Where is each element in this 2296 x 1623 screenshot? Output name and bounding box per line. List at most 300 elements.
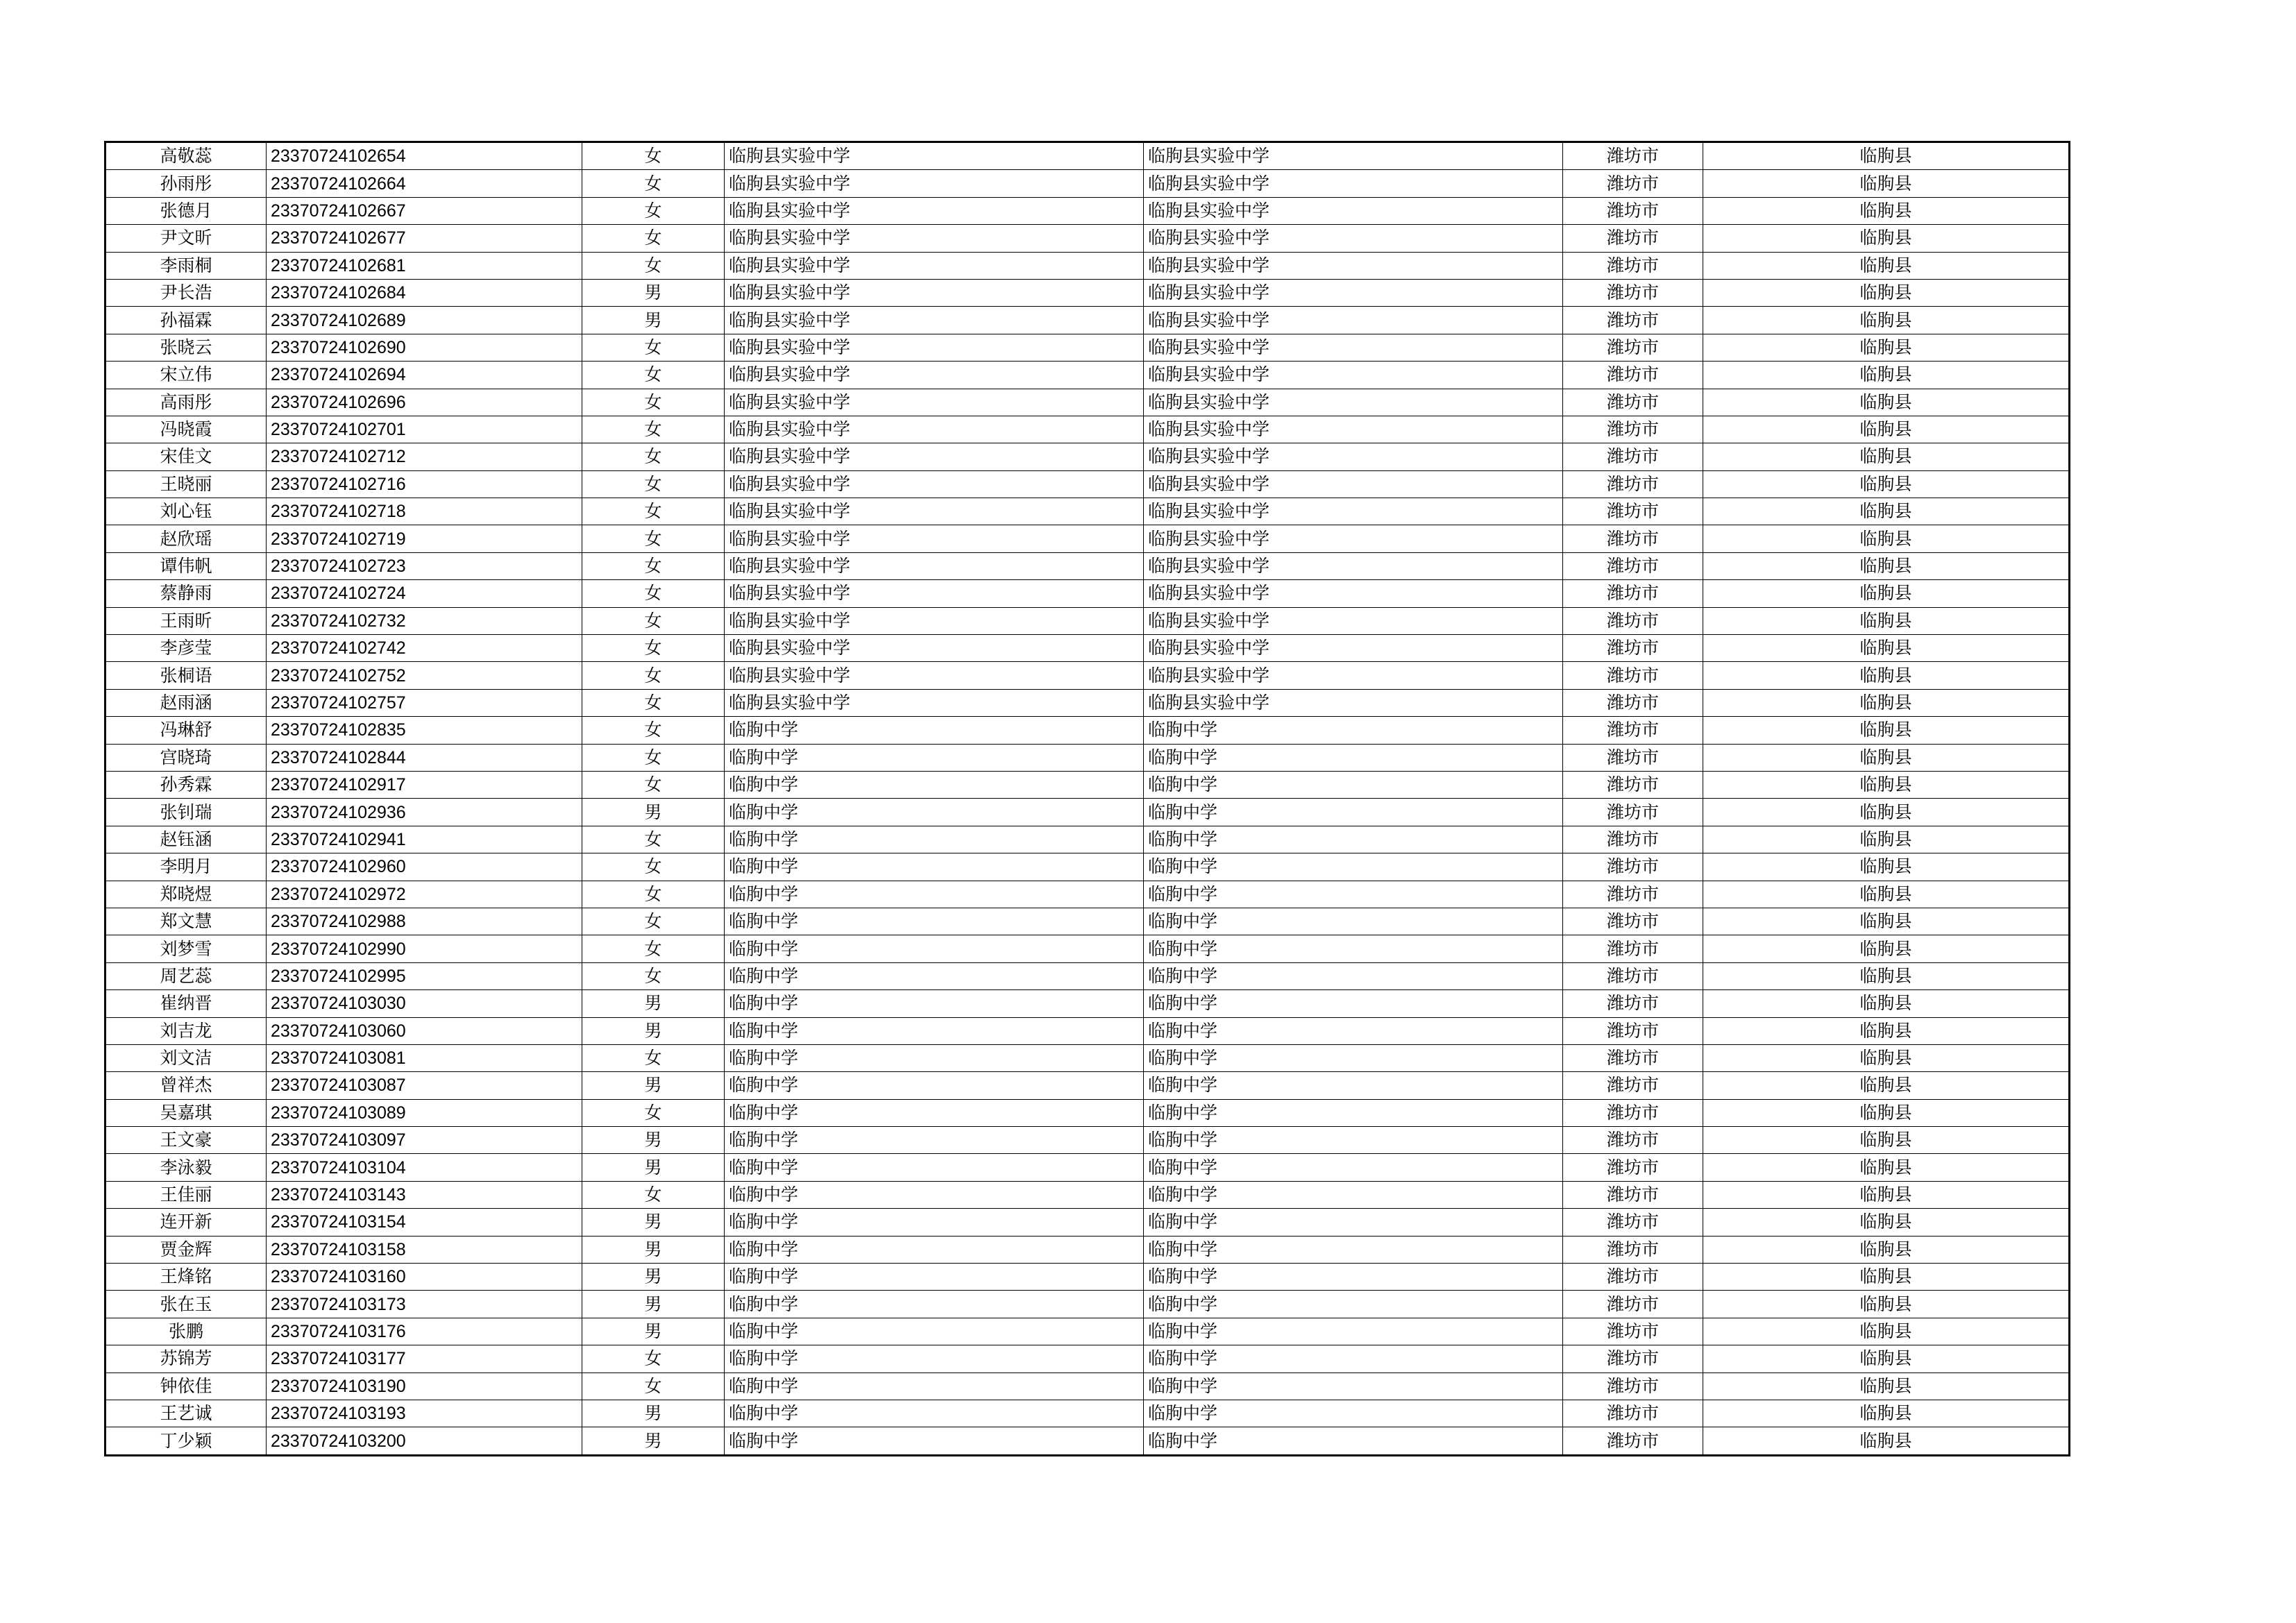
exam-number-cell: 23370724103143 [267,1181,582,1208]
gender-cell: 女 [582,826,725,853]
exam-number-cell: 23370724103097 [267,1127,582,1154]
student-name-cell: 刘文洁 [105,1044,267,1071]
graduating-school-cell: 临朐中学 [1144,1427,1563,1455]
school-name-cell: 临朐中学 [725,935,1144,962]
county-cell: 临朐县 [1703,662,2070,689]
graduating-school-cell: 临朐中学 [1144,1264,1563,1291]
table-row [105,1373,2070,1400]
graduating-school-cell: 临朐中学 [1144,1099,1563,1126]
school-name-cell: 临朐中学 [725,1400,1144,1427]
table-row [105,334,2070,361]
city-cell: 潍坊市 [1563,580,1703,607]
county-cell: 临朐县 [1703,552,2070,579]
student-name-cell: 曾祥杰 [105,1072,267,1099]
student-name-cell: 贾金辉 [105,1236,267,1263]
student-name-cell: 王佳丽 [105,1181,267,1208]
exam-number-cell: 23370724102664 [267,170,582,197]
county-cell: 临朐县 [1703,1017,2070,1044]
graduating-school-cell: 临朐县实验中学 [1144,279,1563,306]
table-row [105,279,2070,306]
city-cell: 潍坊市 [1563,826,1703,853]
exam-number-cell: 23370724103104 [267,1154,582,1181]
county-cell: 临朐县 [1703,279,2070,306]
table-row [105,1427,2070,1455]
school-name-cell: 临朐中学 [725,1318,1144,1345]
exam-number-cell: 23370724103081 [267,1044,582,1071]
table-row [105,362,2070,389]
table-row [105,552,2070,579]
student-roster-table [104,141,2070,1456]
graduating-school-cell: 临朐中学 [1144,881,1563,908]
student-name-cell: 尹文昕 [105,225,267,252]
graduating-school-cell: 临朐中学 [1144,1318,1563,1345]
exam-number-cell: 23370724102936 [267,799,582,826]
city-cell: 潍坊市 [1563,771,1703,798]
table-row [105,1044,2070,1071]
gender-cell: 女 [582,1345,725,1373]
county-cell: 临朐县 [1703,252,2070,279]
city-cell: 潍坊市 [1563,908,1703,935]
graduating-school-cell: 临朐县实验中学 [1144,334,1563,361]
student-name-cell: 李泳毅 [105,1154,267,1181]
city-cell: 潍坊市 [1563,307,1703,334]
table-row [105,853,2070,881]
school-name-cell: 临朐县实验中学 [725,689,1144,716]
city-cell: 潍坊市 [1563,142,1703,170]
county-cell: 临朐县 [1703,962,2070,989]
gender-cell: 女 [582,362,725,389]
county-cell: 临朐县 [1703,1044,2070,1071]
gender-cell: 男 [582,1209,725,1236]
graduating-school-cell: 临朐中学 [1144,1072,1563,1099]
table-row [105,580,2070,607]
school-name-cell: 临朐中学 [725,744,1144,771]
exam-number-cell: 23370724102716 [267,470,582,498]
graduating-school-cell: 临朐县实验中学 [1144,170,1563,197]
exam-number-cell: 23370724102990 [267,935,582,962]
student-name-cell: 王文豪 [105,1127,267,1154]
student-name-cell: 张钊瑞 [105,799,267,826]
county-cell: 临朐县 [1703,1345,2070,1373]
gender-cell: 男 [582,1017,725,1044]
table-row [105,662,2070,689]
student-name-cell: 赵钰涵 [105,826,267,853]
table-row [105,935,2070,962]
graduating-school-cell: 临朐中学 [1144,744,1563,771]
graduating-school-cell: 临朐中学 [1144,962,1563,989]
school-name-cell: 临朐县实验中学 [725,307,1144,334]
graduating-school-cell: 临朐中学 [1144,908,1563,935]
exam-number-cell: 23370724102757 [267,689,582,716]
student-name-cell: 钟依佳 [105,1373,267,1400]
student-name-cell: 崔纳晋 [105,990,267,1017]
gender-cell: 男 [582,279,725,306]
table-row [105,1264,2070,1291]
student-name-cell: 刘吉龙 [105,1017,267,1044]
student-name-cell: 李雨桐 [105,252,267,279]
school-name-cell: 临朐中学 [725,908,1144,935]
school-name-cell: 临朐县实验中学 [725,470,1144,498]
table-row [105,635,2070,662]
student-name-cell: 刘心钰 [105,498,267,525]
graduating-school-cell: 临朐县实验中学 [1144,443,1563,470]
city-cell: 潍坊市 [1563,962,1703,989]
county-cell: 临朐县 [1703,1427,2070,1455]
county-cell: 临朐县 [1703,635,2070,662]
county-cell: 临朐县 [1703,1291,2070,1318]
county-cell: 临朐县 [1703,1264,2070,1291]
graduating-school-cell: 临朐县实验中学 [1144,662,1563,689]
city-cell: 潍坊市 [1563,1264,1703,1291]
gender-cell: 女 [582,142,725,170]
county-cell: 临朐县 [1703,799,2070,826]
school-name-cell: 临朐中学 [725,1236,1144,1263]
table-row [105,799,2070,826]
county-cell: 临朐县 [1703,1318,2070,1345]
student-name-cell: 丁少颖 [105,1427,267,1455]
student-name-cell: 冯琳舒 [105,717,267,744]
graduating-school-cell: 临朐县实验中学 [1144,252,1563,279]
student-name-cell: 张晓云 [105,334,267,361]
gender-cell: 男 [582,1427,725,1455]
city-cell: 潍坊市 [1563,470,1703,498]
student-name-cell: 宫晓琦 [105,744,267,771]
exam-number-cell: 23370724103060 [267,1017,582,1044]
school-name-cell: 临朐中学 [725,1099,1144,1126]
gender-cell: 女 [582,662,725,689]
school-name-cell: 临朐县实验中学 [725,362,1144,389]
school-name-cell: 临朐中学 [725,1345,1144,1373]
gender-cell: 女 [582,552,725,579]
table-row [105,1291,2070,1318]
city-cell: 潍坊市 [1563,389,1703,416]
graduating-school-cell: 临朐县实验中学 [1144,525,1563,552]
table-row [105,1400,2070,1427]
city-cell: 潍坊市 [1563,1181,1703,1208]
school-name-cell: 临朐中学 [725,1044,1144,1071]
table-row [105,881,2070,908]
table-row [105,470,2070,498]
county-cell: 临朐县 [1703,142,2070,170]
school-name-cell: 临朐中学 [725,826,1144,853]
county-cell: 临朐县 [1703,170,2070,197]
school-name-cell: 临朐县实验中学 [725,225,1144,252]
gender-cell: 女 [582,689,725,716]
student-name-cell: 王艺诚 [105,1400,267,1427]
county-cell: 临朐县 [1703,470,2070,498]
table-row [105,908,2070,935]
graduating-school-cell: 临朐县实验中学 [1144,580,1563,607]
student-name-cell: 周艺蕊 [105,962,267,989]
county-cell: 临朐县 [1703,334,2070,361]
county-cell: 临朐县 [1703,525,2070,552]
graduating-school-cell: 临朐中学 [1144,1017,1563,1044]
exam-number-cell: 23370724102988 [267,908,582,935]
school-name-cell: 临朐中学 [725,881,1144,908]
exam-number-cell: 23370724103154 [267,1209,582,1236]
school-name-cell: 临朐中学 [725,1181,1144,1208]
exam-number-cell: 23370724103160 [267,1264,582,1291]
exam-number-cell: 23370724103200 [267,1427,582,1455]
school-name-cell: 临朐县实验中学 [725,279,1144,306]
gender-cell: 男 [582,990,725,1017]
exam-number-cell: 23370724102835 [267,717,582,744]
exam-number-cell: 23370724102732 [267,607,582,634]
gender-cell: 女 [582,635,725,662]
gender-cell: 女 [582,197,725,224]
table-row [105,1017,2070,1044]
exam-number-cell: 23370724103190 [267,1373,582,1400]
table-row [105,142,2070,170]
graduating-school-cell: 临朐县实验中学 [1144,498,1563,525]
gender-cell: 男 [582,799,725,826]
county-cell: 临朐县 [1703,744,2070,771]
city-cell: 潍坊市 [1563,443,1703,470]
graduating-school-cell: 临朐县实验中学 [1144,689,1563,716]
county-cell: 临朐县 [1703,908,2070,935]
city-cell: 潍坊市 [1563,1099,1703,1126]
student-name-cell: 王雨昕 [105,607,267,634]
gender-cell: 女 [582,416,725,443]
table-row [105,1236,2070,1263]
city-cell: 潍坊市 [1563,525,1703,552]
student-name-cell: 张德月 [105,197,267,224]
gender-cell: 男 [582,1400,725,1427]
table-row [105,170,2070,197]
graduating-school-cell: 临朐中学 [1144,1291,1563,1318]
graduating-school-cell: 临朐中学 [1144,826,1563,853]
exam-number-cell: 23370724103087 [267,1072,582,1099]
school-name-cell: 临朐中学 [725,717,1144,744]
student-name-cell: 赵雨涵 [105,689,267,716]
school-name-cell: 临朐中学 [725,1154,1144,1181]
city-cell: 潍坊市 [1563,607,1703,634]
school-name-cell: 临朐县实验中学 [725,170,1144,197]
graduating-school-cell: 临朐中学 [1144,1044,1563,1071]
student-name-cell: 蔡静雨 [105,580,267,607]
table-row [105,252,2070,279]
city-cell: 潍坊市 [1563,225,1703,252]
gender-cell: 女 [582,525,725,552]
city-cell: 潍坊市 [1563,799,1703,826]
roster-body [105,142,2070,1456]
gender-cell: 女 [582,470,725,498]
student-name-cell: 连开新 [105,1209,267,1236]
gender-cell: 女 [582,443,725,470]
gender-cell: 女 [582,962,725,989]
city-cell: 潍坊市 [1563,689,1703,716]
exam-number-cell: 23370724102681 [267,252,582,279]
exam-number-cell: 23370724103030 [267,990,582,1017]
city-cell: 潍坊市 [1563,1017,1703,1044]
gender-cell: 女 [582,1181,725,1208]
gender-cell: 女 [582,853,725,881]
city-cell: 潍坊市 [1563,498,1703,525]
graduating-school-cell: 临朐中学 [1144,1154,1563,1181]
student-name-cell: 刘梦雪 [105,935,267,962]
county-cell: 临朐县 [1703,1127,2070,1154]
county-cell: 临朐县 [1703,1373,2070,1400]
exam-number-cell: 23370724103176 [267,1318,582,1345]
gender-cell: 女 [582,744,725,771]
graduating-school-cell: 临朐县实验中学 [1144,552,1563,579]
exam-number-cell: 23370724102694 [267,362,582,389]
table-row [105,225,2070,252]
student-name-cell: 张在玉 [105,1291,267,1318]
graduating-school-cell: 临朐中学 [1144,1400,1563,1427]
graduating-school-cell: 临朐中学 [1144,771,1563,798]
gender-cell: 女 [582,908,725,935]
table-row [105,689,2070,716]
table-row [105,1318,2070,1345]
school-name-cell: 临朐县实验中学 [725,416,1144,443]
roster-sheet [104,141,2068,1456]
city-cell: 潍坊市 [1563,1209,1703,1236]
gender-cell: 女 [582,389,725,416]
graduating-school-cell: 临朐中学 [1144,935,1563,962]
gender-cell: 男 [582,1264,725,1291]
graduating-school-cell: 临朐中学 [1144,1236,1563,1263]
graduating-school-cell: 临朐中学 [1144,853,1563,881]
table-row [105,1345,2070,1373]
exam-number-cell: 23370724102723 [267,552,582,579]
student-name-cell: 高敬蕊 [105,142,267,170]
student-name-cell: 宋立伟 [105,362,267,389]
city-cell: 潍坊市 [1563,252,1703,279]
table-row [105,197,2070,224]
county-cell: 临朐县 [1703,197,2070,224]
gender-cell: 男 [582,1154,725,1181]
school-name-cell: 临朐县实验中学 [725,197,1144,224]
gender-cell: 女 [582,935,725,962]
graduating-school-cell: 临朐县实验中学 [1144,389,1563,416]
county-cell: 临朐县 [1703,1209,2070,1236]
county-cell: 临朐县 [1703,717,2070,744]
school-name-cell: 临朐县实验中学 [725,252,1144,279]
table-row [105,1099,2070,1126]
student-name-cell: 吴嘉琪 [105,1099,267,1126]
school-name-cell: 临朐中学 [725,771,1144,798]
table-row [105,771,2070,798]
table-row [105,717,2070,744]
gender-cell: 女 [582,771,725,798]
gender-cell: 女 [582,1044,725,1071]
student-name-cell: 赵欣瑶 [105,525,267,552]
county-cell: 临朐县 [1703,1236,2070,1263]
exam-number-cell: 23370724102972 [267,881,582,908]
city-cell: 潍坊市 [1563,1291,1703,1318]
exam-number-cell: 23370724102684 [267,279,582,306]
county-cell: 临朐县 [1703,689,2070,716]
exam-number-cell: 23370724102724 [267,580,582,607]
table-row [105,307,2070,334]
school-name-cell: 临朐县实验中学 [725,635,1144,662]
graduating-school-cell: 临朐县实验中学 [1144,416,1563,443]
student-name-cell: 尹长浩 [105,279,267,306]
school-name-cell: 临朐县实验中学 [725,498,1144,525]
exam-number-cell: 23370724103089 [267,1099,582,1126]
school-name-cell: 临朐中学 [725,1072,1144,1099]
city-cell: 潍坊市 [1563,744,1703,771]
county-cell: 临朐县 [1703,607,2070,634]
school-name-cell: 临朐县实验中学 [725,607,1144,634]
exam-number-cell: 23370724102654 [267,142,582,170]
county-cell: 临朐县 [1703,498,2070,525]
graduating-school-cell: 临朐县实验中学 [1144,225,1563,252]
table-row [105,1154,2070,1181]
graduating-school-cell: 临朐中学 [1144,990,1563,1017]
school-name-cell: 临朐中学 [725,1427,1144,1455]
county-cell: 临朐县 [1703,1099,2070,1126]
table-row [105,990,2070,1017]
school-name-cell: 临朐县实验中学 [725,525,1144,552]
student-name-cell: 高雨彤 [105,389,267,416]
exam-number-cell: 23370724102719 [267,525,582,552]
table-row [105,389,2070,416]
table-row [105,744,2070,771]
graduating-school-cell: 临朐县实验中学 [1144,142,1563,170]
table-row [105,826,2070,853]
county-cell: 临朐县 [1703,935,2070,962]
city-cell: 潍坊市 [1563,1318,1703,1345]
table-row [105,498,2070,525]
city-cell: 潍坊市 [1563,1072,1703,1099]
gender-cell: 女 [582,498,725,525]
table-row [105,1209,2070,1236]
city-cell: 潍坊市 [1563,197,1703,224]
exam-number-cell: 23370724102844 [267,744,582,771]
school-name-cell: 临朐中学 [725,1264,1144,1291]
gender-cell: 女 [582,1099,725,1126]
student-name-cell: 谭伟帆 [105,552,267,579]
table-row [105,1181,2070,1208]
graduating-school-cell: 临朐中学 [1144,717,1563,744]
county-cell: 临朐县 [1703,307,2070,334]
exam-number-cell: 23370724102960 [267,853,582,881]
graduating-school-cell: 临朐县实验中学 [1144,607,1563,634]
graduating-school-cell: 临朐中学 [1144,799,1563,826]
exam-number-cell: 23370724102995 [267,962,582,989]
school-name-cell: 临朐中学 [725,1291,1144,1318]
gender-cell: 女 [582,580,725,607]
exam-number-cell: 23370724102701 [267,416,582,443]
exam-number-cell: 23370724102742 [267,635,582,662]
county-cell: 临朐县 [1703,389,2070,416]
gender-cell: 女 [582,334,725,361]
graduating-school-cell: 临朐县实验中学 [1144,197,1563,224]
student-name-cell: 张鹏 [105,1318,267,1345]
exam-number-cell: 23370724102667 [267,197,582,224]
gender-cell: 男 [582,1291,725,1318]
table-row [105,416,2070,443]
table-row [105,443,2070,470]
exam-number-cell: 23370724102941 [267,826,582,853]
county-cell: 临朐县 [1703,416,2070,443]
county-cell: 临朐县 [1703,362,2070,389]
student-name-cell: 张桐语 [105,662,267,689]
exam-number-cell: 23370724102752 [267,662,582,689]
school-name-cell: 临朐县实验中学 [725,142,1144,170]
county-cell: 临朐县 [1703,1181,2070,1208]
student-name-cell: 宋佳文 [105,443,267,470]
table-row [105,1127,2070,1154]
city-cell: 潍坊市 [1563,990,1703,1017]
gender-cell: 男 [582,1236,725,1263]
city-cell: 潍坊市 [1563,1044,1703,1071]
county-cell: 临朐县 [1703,853,2070,881]
gender-cell: 男 [582,1318,725,1345]
city-cell: 潍坊市 [1563,1427,1703,1455]
